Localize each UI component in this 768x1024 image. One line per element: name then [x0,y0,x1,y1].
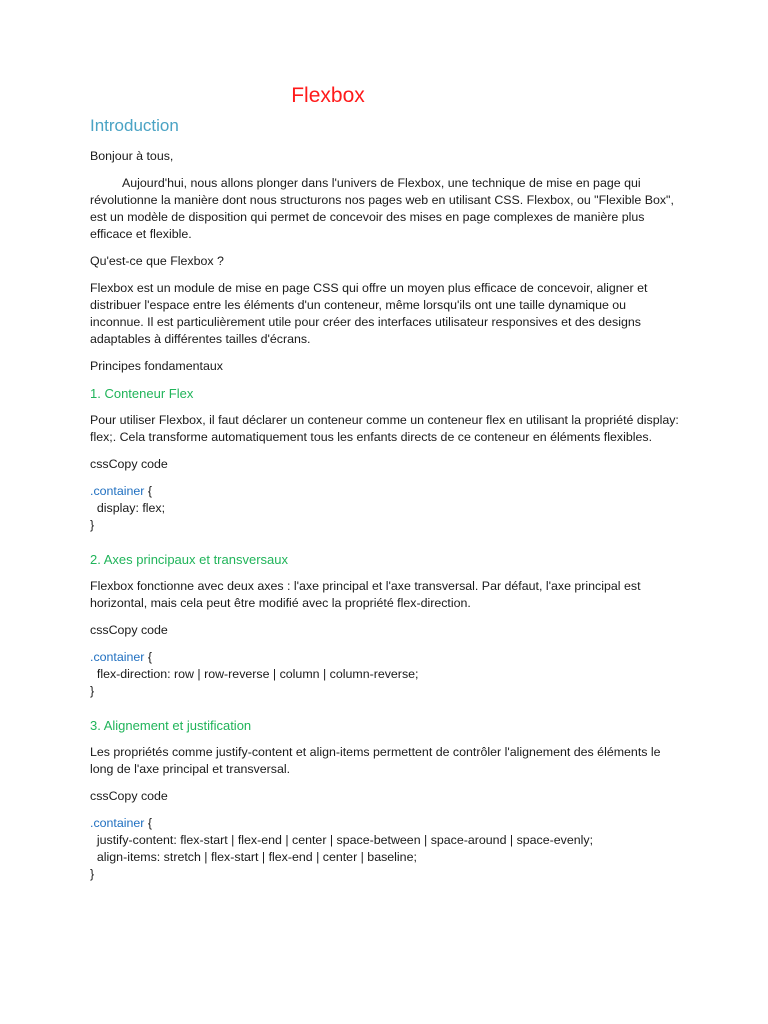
code-line: display: flex; [90,501,166,515]
principles-label: Principes fondamentaux [90,359,223,373]
code-selector: .container [90,816,145,830]
section-text: Pour utiliser Flexbox, il faut déclarer un conteneur comme un conteneur flex en utilisant la propriété display: flex;. Cela transforme automatiquement tous les enfants directs de ce conteneur en éléments flexibles. [90,413,679,444]
section-heading: 2. Axes principaux et transversaux [90,552,288,567]
code-block: .container { justify-content: flex-start | flex-end | center | space-between | space-around | space-evenly; align-items: stretch | flex-start | flex-end | center | baseline; } [90,816,594,881]
code-line: justify-content: flex-start | flex-end | center | space-between | space-around | space-evenly; [90,833,594,847]
intro-heading: Introduction [90,116,179,135]
definition-paragraph: Flexbox est un module de mise en page CSS qui offre un moyen plus efficace de concevoir, aligner et distribuer l'espace entre les éléments d'un conteneur, même lorsqu'ils ont une taille dynamique ou inconnue. Il est particulièrement utile pour créer des interfaces utilisateur responsives et des designs adaptables à différentes tailles d'écrans. [90,281,648,346]
copy-code-label: cssCopy code [90,623,168,637]
code-block: .container { display: flex; } [90,484,166,532]
intro-paragraph: Aujourd'hui, nous allons plonger dans l'univers de Flexbox, une technique de mise en page qui révolutionne la manière dont nous structurons nos pages web en utilisant CSS. Flexbox, ou "Flexible Box", est un modèle de disposition qui permet de concevoir des mises en page complexes de manière plus efficace et flexible. [90,176,674,241]
section-heading: 3. Alignement et justification [90,718,252,733]
document-body [90,148,680,883]
code-selector: .container [90,484,145,498]
section-text: Flexbox fonctionne avec deux axes : l'axe principal et l'axe transversal. Par défaut, l'axe principal est horizontal, mais cela peut être modifié avec la propriété flex-direction. [90,579,641,610]
code-selector: .container [90,650,145,664]
question-line: Qu'est-ce que Flexbox ? [90,254,224,268]
code-line: flex-direction: row | row-reverse | column | column-reverse; [90,667,419,681]
code-block: .container { flex-direction: row | row-reverse | column | column-reverse; } [90,650,419,698]
document-title: Flexbox [291,84,365,107]
code-line: align-items: stretch | flex-start | flex-end | center | baseline; [90,850,417,864]
copy-code-label: cssCopy code [90,457,168,471]
section-heading: 1. Conteneur Flex [90,386,194,401]
section-text: Les propriétés comme justify-content et align-items permettent de contrôler l'alignement des éléments le long de l'axe principal et transversal. [90,745,661,776]
greeting: Bonjour à tous, [90,149,174,163]
copy-code-label: cssCopy code [90,789,168,803]
